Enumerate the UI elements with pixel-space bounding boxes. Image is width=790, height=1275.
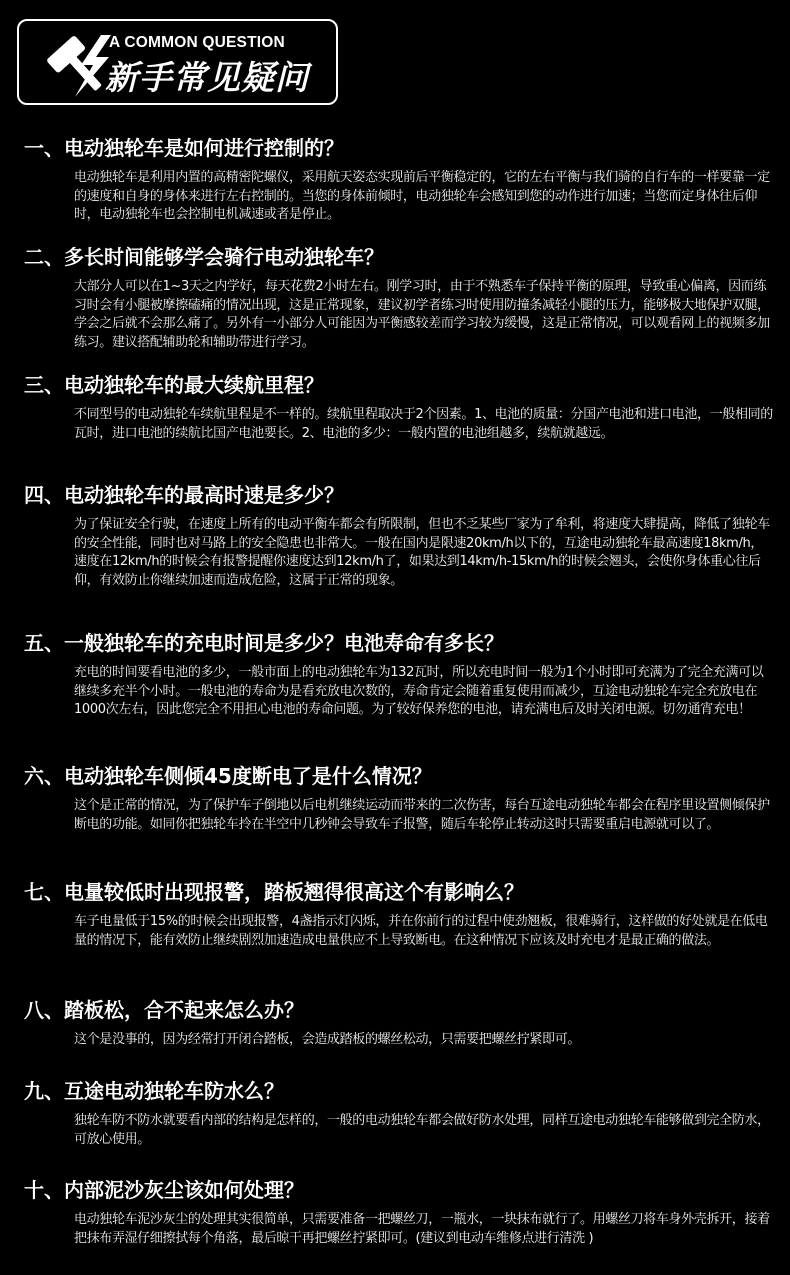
faq-answer: 独轮车防不防水就要看内部的结构是怎样的，一般的电动独轮车都会做好防水处理，同样互途电动独轮车能够做到完全防水，可放心使用。 [74,1113,770,1147]
faq-answer: 大部分人可以在1~3天之内学好，每天花费2小时左右。刚学习时，由于不熟悉车子保持平衡的原理，导致重心偏离，因而练习时会有小腿被摩擦磕痛的情况出现，这是正常现象，建议初学者练习时使用防撞条减轻小腿的压力，能够极大地保护双腿，学会之后就不会那么痛了。另外有一小部分人可能因为平衡感较差而学习较为缓慢，这是正常情况，可以观看网上的视频多加练习。建议搭配辅助轮和辅助带进行学习。 [74,279,770,350]
faq-answer: 电动独轮车泥沙灰尘的处理其实很简单，只需要准备一把螺丝刀，一瓶水，一块抹布就行了。用螺丝刀将车身外壳拆开，接着把抹布弄湿仔细擦拭每个角落，最后晾干再把螺丝拧紧即可。(建议到电动车维修点进行清洗 ) [74,1212,770,1246]
faq-question: 一、电动独轮车是如何进行控制的？ [24,136,344,160]
header-subtitle-en: A COMMON QUESTION [109,34,285,51]
header-badge [17,19,338,105]
faq-answer: 这个是没事的，因为经常打开闭合踏板，会造成踏板的螺丝松动，只需要把螺丝拧紧即可。 [74,1032,581,1047]
faq-question: 五、一般独轮车的充电时间是多少？电池寿命有多长？ [24,631,504,655]
faq-question: 九、互途电动独轮车防水么？ [24,1079,284,1103]
faq-question: 八、踏板松，合不起来怎么办？ [24,998,304,1022]
faq-answer: 不同型号的电动独轮车续航里程是不一样的。续航里程取决于2个因素。1、电池的质量：分国产电池和进口电池，一般相同的瓦时，进口电池的续航比国产电池要长。2、电池的多少：一般内置的电池组越多，续航就越远。 [74,407,773,441]
faq-answer: 车子电量低于15%的时候会出现报警，4盏指示灯闪烁，并在你前行的过程中使劲翘板，很难骑行，这样做的好处就是在低电量的情况下，能有效防止继续剧烈加速造成电量供应不上导致断电。在这种情况下应该及时充电才是最正确的做法。 [74,914,768,948]
header-title-cn: 新手常见疑问 [105,58,309,97]
faq-question: 四、电动独轮车的最高时速是多少？ [24,483,344,507]
faq-answer: 这个是正常的情况，为了保护车子倒地以后电机继续运动而带来的二次伤害，每台互途电动独轮车都会在程序里设置侧倾保护断电的功能。如同你把独轮车拎在半空中几秒钟会导致车子报警，随后车轮停止转动这时只需要重启电源就可以了。 [74,798,770,832]
faq-question: 六、电动独轮车侧倾45度断电了是什么情况？ [24,764,432,788]
faq-question: 十、内部泥沙灰尘该如何处理？ [24,1178,304,1202]
faq-answer: 为了保证安全行驶，在速度上所有的电动平衡车都会有所限制，但也不乏某些厂家为了牟利，将速度大肆提高，降低了独轮车的安全性能，同时也对马路上的安全隐患也非常大。一般在国内是限速20km/h以下的，互途电动独轮车最高速度18km/h，速度在12km/h的时候会有报警提醒你速度达到12km/h了，如果达到14km/h-15km/h的时候会翘头，会使你身体重心往后仰，有效防止你继续加速而造成危险，这属于正常的现象。 [74,517,770,588]
faq-answer: 充电的时间要看电池的多少，一般市面上的电动独轮车为132瓦时，所以充电时间一般为1个小时即可充满为了完全充满可以继续多充半个小时。一般电池的寿命为是看充放电次数的，寿命肯定会随着重复使用而减少，互途电动独轮车完全充放电在1000次左右，因此您完全不用担心电池的寿命问题。为了较好保养您的电池，请充满电后及时关闭电源。切勿通宵充电！ [74,665,764,717]
faq-answer: 电动独轮车是利用内置的高精密陀螺仪，采用航天姿态实现前后平衡稳定的，它的左右平衡与我们骑的自行车的一样要靠一定的速度和自身的身体来进行左右控制的。当您的身体前倾时，电动独轮车会感知到您的动作进行加速；当您而定身体往后仰时，电动独轮车也会控制电机减速或者是停止。 [74,170,770,222]
faq-question: 三、电动独轮车的最大续航里程？ [24,373,324,397]
faq-question: 二、多长时间能够学会骑行电动独轮车？ [24,245,384,269]
faq-question: 七、电量较低时出现报警，踏板翘得很高这个有影响么？ [24,880,524,904]
